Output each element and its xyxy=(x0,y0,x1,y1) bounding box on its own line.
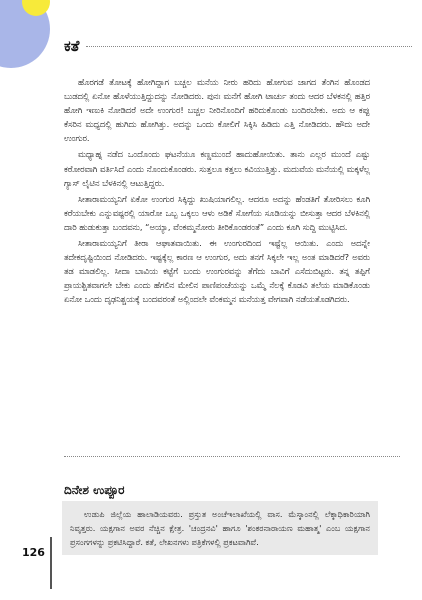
bio-divider xyxy=(64,456,400,457)
page-number: 126 xyxy=(22,546,45,559)
story-paragraph: ಹೊರಗಡೆ ತೋಟಕ್ಕೆ ಹೋಗಿದ್ದಾಗ ಬಚ್ಚಲ ಮನೆಯ ನೀರು ಹರಿದು ಹೋಗುವ ಜಾಗದ ತೆಂಗಿನ ಹೊಂಡದ ಬುಡದಲ್ಲಿ ಏನೋ ಹೊಳೆಯುತ್ತಿದ್ದುದನ್ನು ನೋಡಿದರು. ಪುನಃ ಮನೆಗೆ ಹೋಗಿ ಟಾರ್ಚು ತಂದು ಆದರ ಬೆಳಕನಲ್ಲಿ ಹತ್ತಿರ ಹೋಗಿ ಇಣುಕಿ ನೋಡಿದರೆ ಅದೇ ಉಂಗುರ! ಬಚ್ಚಲ ನೀರಿನೊಂದಿಗೆ ಹರಿದುಕೊಂಡು ಬಂದಿರಬೇಕು. ಅದು ಆ ಕಪ್ಪು ಕೆಸರಿನ ಮಧ್ಯದಲ್ಲಿ ಹುಗಿದು ಹೋಗಿತ್ತು. ಅದನ್ನು ಒಂದು ಕೋಲಿಗೆ ಸಿಕ್ಕಿಸಿ ಹಿಡಿದು ಎತ್ತಿ ನೋಡಿದರು. ಹೌದು ಅದೇ ಉಂಗುರ. xyxy=(64,77,370,144)
header-divider xyxy=(86,46,412,47)
story-paragraph: ಸೀತಾರಾಮಯ್ಯನಿಗೆ ತೀರಾ ಆಘಾತವಾಯಿತು. ಈ ಉಂಗುರದಿಂದ ಇಷ್ಟೆಲ್ಲ ಆಯಿತು. ಎಂದು ಅದನ್ನೇ ತದೇಕದೃಷ್ಟಿಯಿಂದ ನೋಡಿದರು. ಇಷ್ಟಕ್ಕೆಲ್ಲ ಕಾರಣ ಆ ಉಂಗುರ, ಅದು ತನಗೆ ಸಿಕ್ಕಲೇ ಇಲ್ಲ ಅಂತ ಮಾಡಿದರೆ? ಅವರು ತಡ ಮಾಡಲಿಲ್ಲ. ಸೀದಾ ಬಾವಿಯ ಕಟ್ಟೆಗೆ ಬಂದು ಉಂಗುರವನ್ನು ತೆಗೆದು ಬಾವಿಗೆ ಎಸೆದುಬಿಟ್ಟರು. ತನ್ನ ತಪ್ಪಿಗೆ ಪ್ರಾಯಶ್ಚಿತವಾಗಲೇ ಬೇಕು ಎಂದು ಹೆಗಲಿನ ಮೇಲಿನ ಪಾಣಿಪಂಚೆಯನ್ನು ಒಮ್ಮೆ ನೆಲಕ್ಕೆ ಕೊಡವಿ ತಲೆಯ ಮಾಡಿಕೊಂಡು ಏನೋ ಒಂದು ದೃಢನಿಶ್ಚಯಕ್ಕೆ ಬಂದವರಂತೆ ಅಲ್ಲಿಂದಲೇ ವೆಂಕಮ್ಮನ ಮನೆಯತ್ತ ವೇಗವಾಗಿ ನಡೆಯತೊಡಗಿದರು. xyxy=(64,238,370,305)
page-number-bar xyxy=(50,537,52,589)
author-bio: ಉಡುಪಿ ಜಿಲ್ಲೆಯ ಹಾಲಾಡಿಯವರು. ಪ್ರಸ್ತುತ ಅಂಚೆಇಲಾಖೆಯಲ್ಲಿ ವಾಸ. ಮೆಸ್ಕಾಂನಲ್ಲಿ ಲೆಕ್ಕಾಧಿಕಾರಿಯಾಗಿ ನಿವೃತ್ತರು. ಯಕ್ಷಗಾನ ಅವರ ನೆಚ್ಚಿನ ಕ್ಷೇತ್ರ. 'ಚಂದ್ರನವಿ' ಹಾಗೂ 'ಶಂಕರನಾರಾಯಣ ಮಹಾತ್ಮ' ಎಂಬ ಯಕ್ಷಗಾನ ಪ್ರಸಂಗಗಳನ್ನು ಪ್ರಕಟಿಸಿದ್ದಾರೆ. ಕತೆ, ಲೇಖನಗಳು ಪತ್ರಿಕೆಗಳಲ್ಲಿ ಪ್ರಕಟವಾಗಿವೆ. xyxy=(62,501,378,555)
author-name: ದಿನೇಶ ಉಪ್ಪೂರ xyxy=(64,483,125,497)
story-paragraph: ಮಧ್ಯಾಹ್ನ ನಡೆದ ಒಂದೊಂದು ಘಟನೆಯೂ ಕಣ್ಣಮುಂದೆ ಹಾದುಹೋಯಿತು. ತಾನು ಎಲ್ಲರ ಮುಂದೆ ಎಷ್ಟು ಕಠೋರವಾಗಿ ವರ್ತಿಸಿದೆ ಎಂದು ನೊಂದುಕೊಂಡರು. ಸುತ್ತಲೂ ಕತ್ತಲು ಕವಿಯುತ್ತಿತ್ತು. ಮದುವೆಯ ಮನೆಯಲ್ಲಿ ಮಕ್ಕಳೆಲ್ಲ ಗ್ಯಾಸ್ ಲೈಟಿನ ಬೆಳಕಿನಲ್ಲಿ ಆಟುತ್ತಿದ್ದರು. xyxy=(64,149,370,188)
story-body xyxy=(64,75,370,307)
section-title: ಕತೆ xyxy=(64,37,80,55)
story-paragraph: ಸೀತಾರಾಮಯ್ಯನಿಗೆ ಏಕೋ ಉಂಗುರ ಸಿಕ್ಕಿದ್ದು ಖುಷಿಯಾಗಲಿಲ್ಲ. ಆದರೂ ಅದನ್ನು ಹೆಂಡತಿಗೆ ತೋರಿಸಲು ಕೂಗಿ ಕರೆಯಬೇಕು ಎನ್ನುವಷ್ಟರಲ್ಲಿ ಯಾರೋ ಒಬ್ಬ ಒಕ್ಕಲು ಆಳು ಅಡಿಕೆ ಸೋಗೆಯ ಸೂಡಿಯನ್ನು ಬೀಸುತ್ತಾ ಆದರ ಬೆಳಕಿನಲ್ಲಿ ದಾರಿ ಹುಡುಕುತ್ತಾ ಬಂದವನು, “ಅಯ್ಯಾ, ವೆಂಕಮ್ಮನೋರು ತೀರಿಕೊಂಡರಂತೆ” ಎಂದು ಕೂಗಿ ಸುದ್ದಿ ಮುಟ್ಟಿಸಿದ. xyxy=(64,193,370,232)
